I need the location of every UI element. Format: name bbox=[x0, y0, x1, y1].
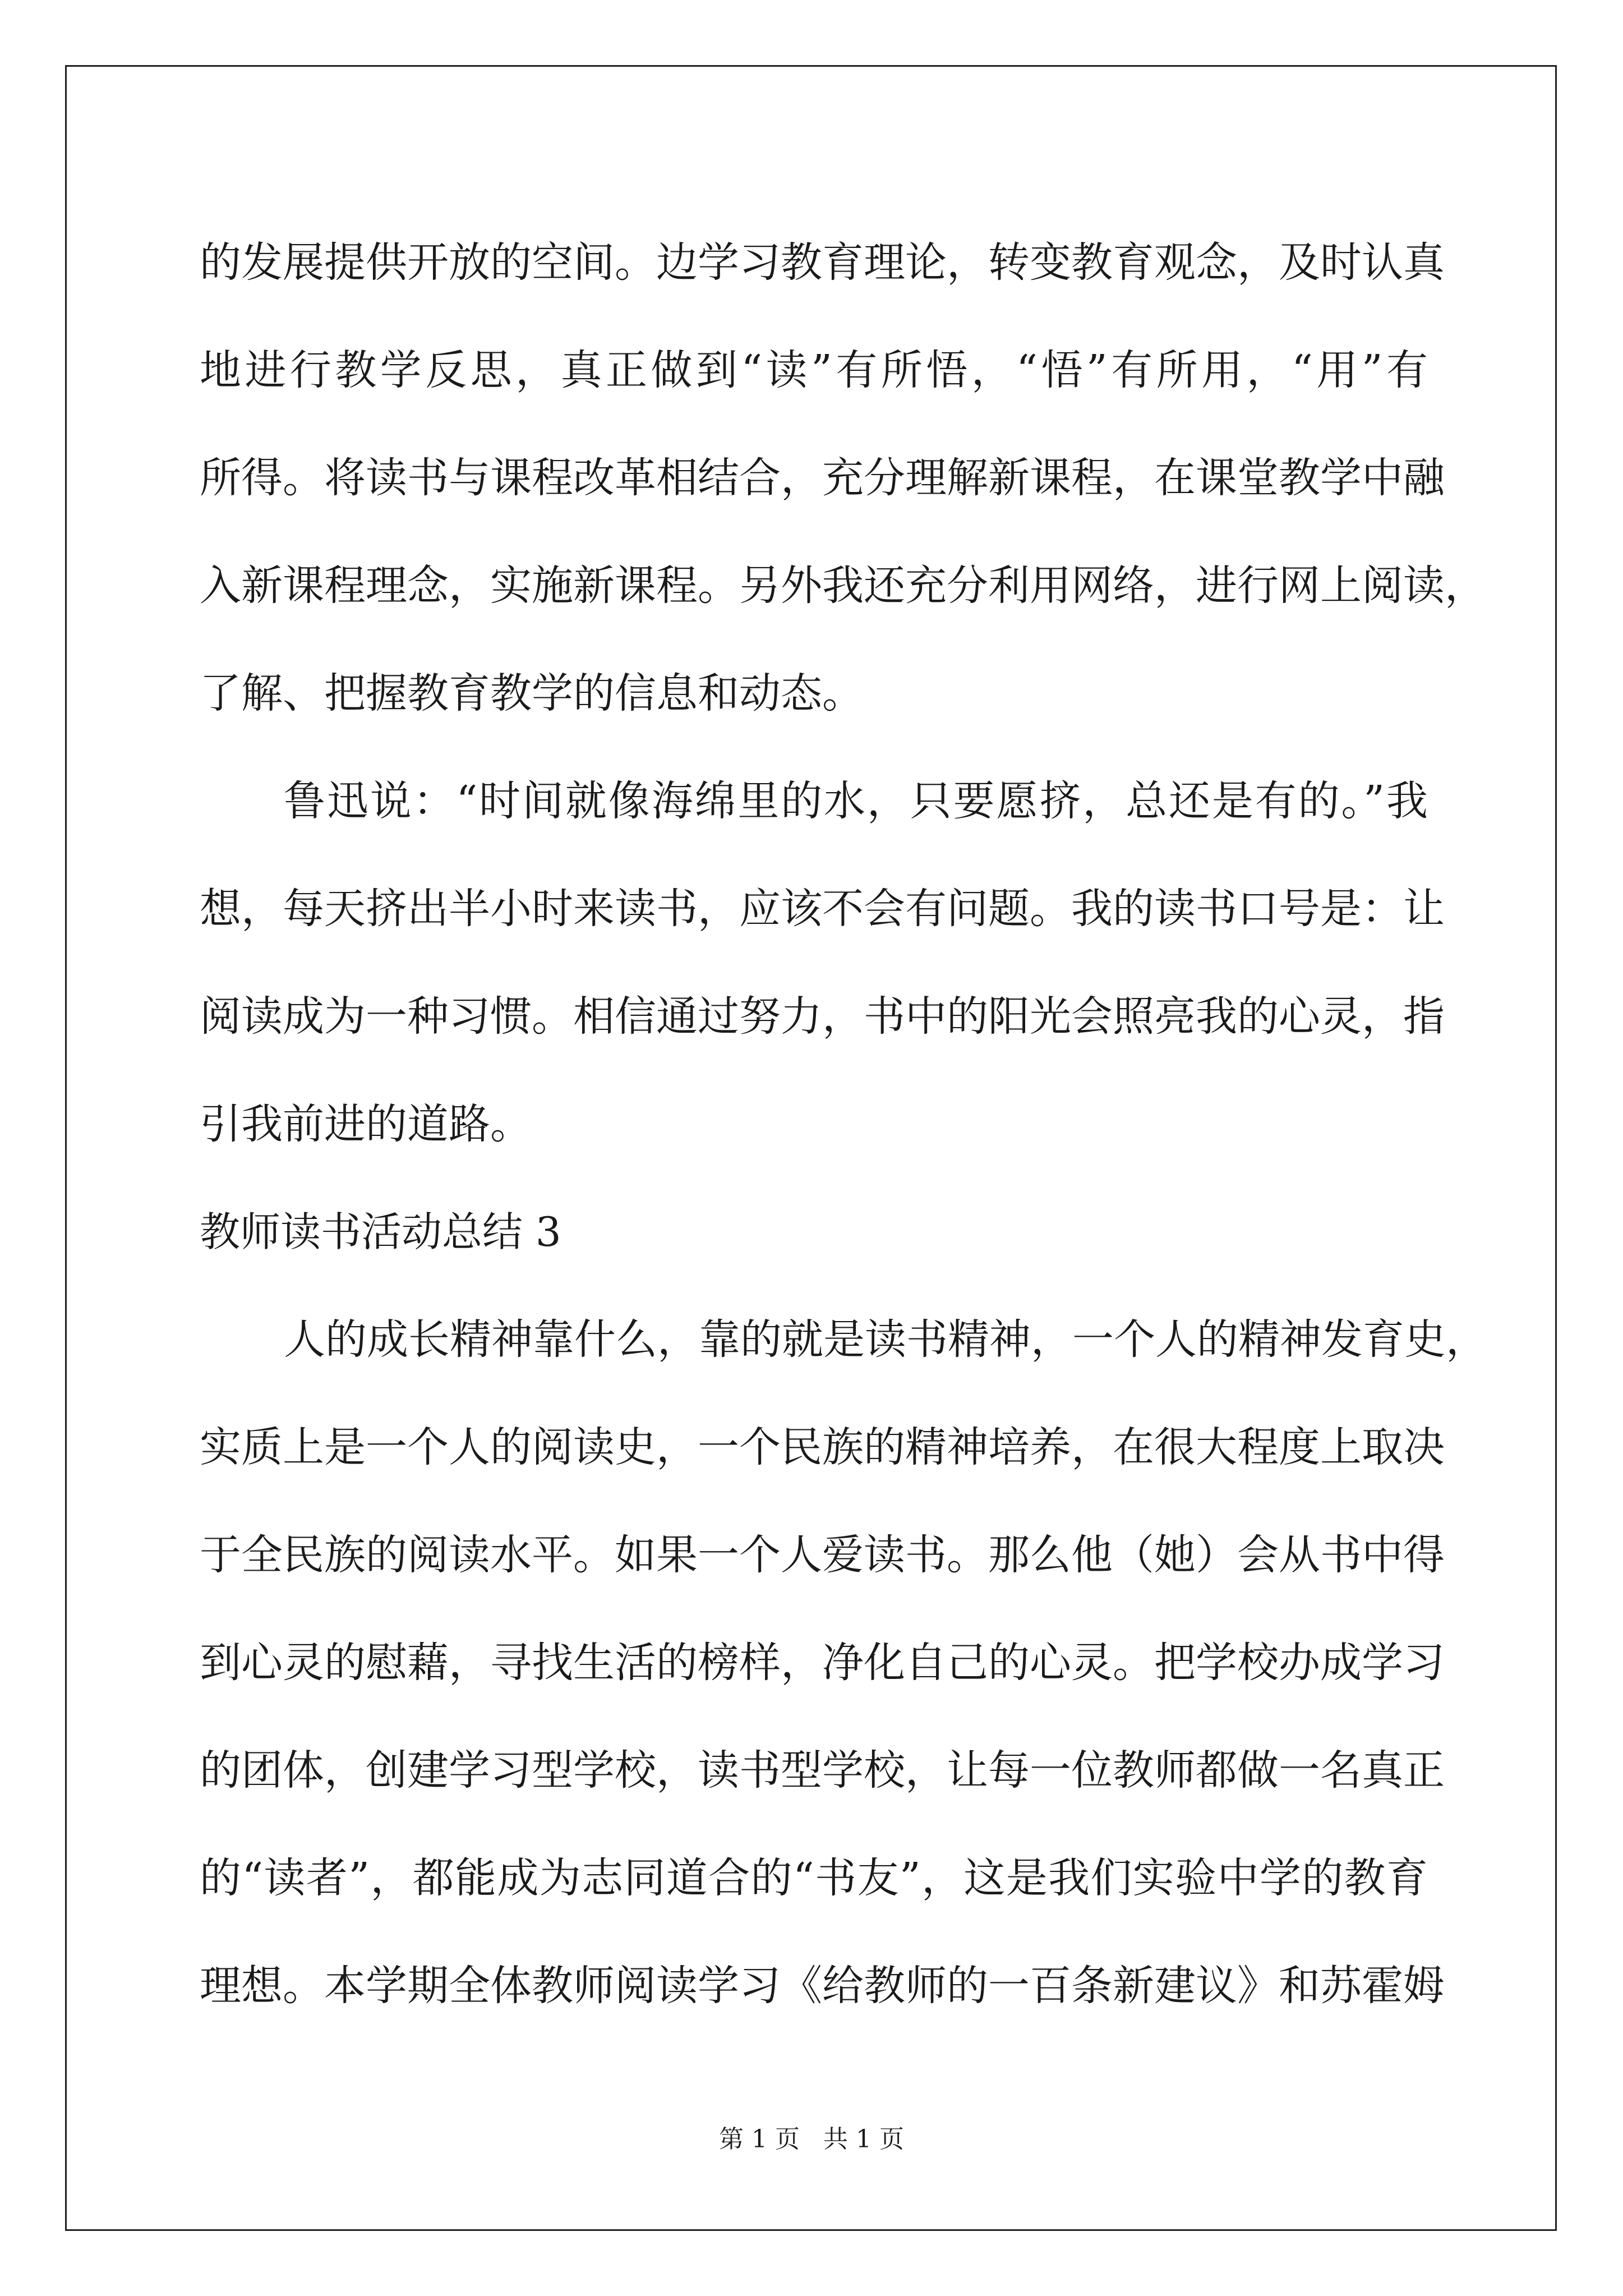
paragraph-line: 阅读成为一种习惯。相信通过努力，书中的阳光会照亮我的心灵，指 bbox=[200, 992, 1445, 1041]
paragraph-line: 引我前进的道路。 bbox=[200, 1100, 532, 1148]
paragraph-line: 地进行教学反思，真正做到“读”有所悟，“悟”有所用，“用”有 bbox=[200, 346, 1428, 394]
page-footer: 第 1 页 共 1 页 bbox=[719, 2125, 904, 2154]
paragraph-line: 理想。本学期全体教师阅读学习《给教师的一百条新建议》和苏霍姆 bbox=[200, 1962, 1445, 2010]
paragraph-line: 的“读者”，都能成为志同道合的“书友”，这是我们实验中学的教育 bbox=[200, 1854, 1428, 1902]
paragraph-line: 的发展提供开放的空间。边学习教育理论，转变教育观念，及时认真 bbox=[200, 238, 1445, 287]
paragraph-line: 所得。将读书与课程改革相结合，充分理解新课程，在课堂教学中融 bbox=[200, 454, 1445, 502]
paragraph-line: 人的成长精神靠什么，靠的就是读书精神，一个人的精神发育史， bbox=[284, 1315, 1487, 1364]
paragraph-line: 于全民族的阅读水平。如果一个人爱读书。那么他（她）会从书中得 bbox=[200, 1531, 1445, 1579]
paragraph-line: 的团体，创建学习型学校，读书型学校，让每一位教师都做一名真正 bbox=[200, 1746, 1445, 1795]
paragraph-line: 入新课程理念，实施新课程。另外我还充分利用网络，进行网上阅读， bbox=[200, 562, 1486, 610]
paragraph-line: 了解、把握教育教学的信息和动态。 bbox=[200, 669, 864, 717]
document-body bbox=[200, 209, 1487, 2040]
paragraph-line: 想，每天挤出半小时来读书，应该不会有问题。我的读书口号是：让 bbox=[200, 885, 1445, 933]
paragraph-line: 到心灵的慰藉，寻找生活的榜样，净化自己的心灵。把学校办成学习 bbox=[200, 1639, 1445, 1687]
paragraph-line: 鲁迅说：“时间就像海绵里的水，只要愿挤，总还是有的。”我 bbox=[284, 777, 1428, 825]
section-heading: 教师读书活动总结 3 bbox=[200, 1208, 561, 1255]
paragraph-line: 实质上是一个人的阅读史，一个民族的精神培养，在很大程度上取决 bbox=[200, 1423, 1445, 1471]
